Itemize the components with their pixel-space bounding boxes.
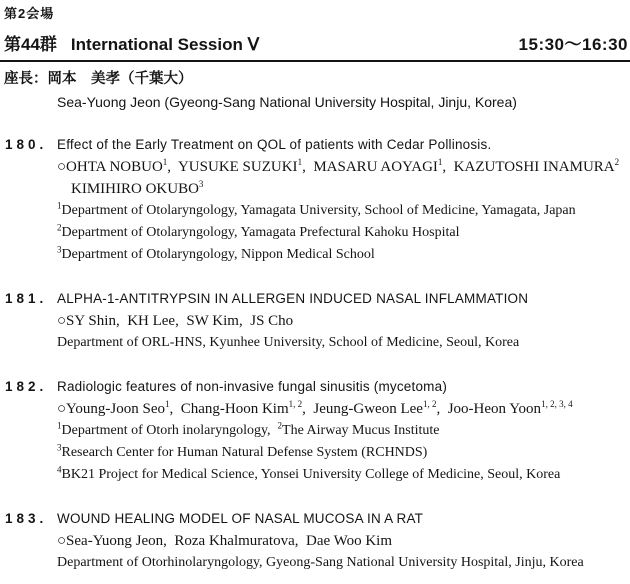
- presentation-item-183: [0, 508, 630, 574]
- presentation-number: 181.: [5, 291, 48, 306]
- affiliation-line: $^4$BK21 Project for Medical Science, Yonsei University College of Medicine, Seoul, Korea: [57, 464, 561, 482]
- presentation-number: 180.: [5, 137, 48, 152]
- presentation-title: ALPHA-1-ANTITRYPSIN IN ALLERGEN INDUCED NASAL INFLAMMATION: [57, 291, 529, 306]
- affiliation-line: $^3$Department of Otolaryngology, Nippon Medical School: [57, 244, 375, 262]
- presentation-number: 183.: [5, 511, 48, 526]
- session-title: International Session Ⅴ: [70, 35, 260, 54]
- session-group-number: 第44群: [4, 35, 57, 54]
- author-line: ○OHTA NOBUO$^1$, YUSUKE SUZUKI$^1$, MASARU AOYAGI$^1$, KAZUTOSHI INAMURA$^2$: [57, 157, 620, 175]
- venue-label: 第2会場: [4, 6, 55, 21]
- affiliation-line: $^2$Department of Otolaryngology, Yamagata Prefectural Kahoku Hospital: [57, 222, 460, 240]
- author-line: ○Young-Joon Seo$^1$, Chang-Hoon Kim$^{1, 2}$, Jeung-Gweon Lee$^{1, 2}$, Joo-Heon Yoon$^{1, 2, 3, 4}$: [57, 399, 573, 417]
- presentation-heading: [5, 288, 630, 310]
- presentation-title: WOUND HEALING MODEL OF NASAL MUCOSA IN A RAT: [57, 511, 424, 526]
- presentation-item-182: [0, 376, 630, 486]
- affiliation-line: $^1$Department of Otolaryngology, Yamagata University, School of Medicine, Yamagata, Japan: [57, 200, 576, 218]
- chairperson-line-en: Sea-Yuong Jeon (Gyeong-Sang National University Hospital, Jinju, Korea): [57, 94, 517, 110]
- presentation-heading: [5, 508, 630, 530]
- author-line: ○Sea-Yuong Jeon, Roza Khalmuratova, Dae Woo Kim: [57, 533, 393, 549]
- presentation-heading: [5, 134, 630, 156]
- session-header: [0, 34, 630, 62]
- chairperson-line-jp: 座長：岡本 美孝（千葉大）: [4, 71, 193, 87]
- affiliation-line: $^3$Research Center for Human Natural Defense System (RCHNDS): [57, 442, 428, 460]
- author-line-continued: KIMIHIRO OKUBO$^3$: [71, 179, 204, 197]
- presentation-item-180: [0, 134, 630, 266]
- author-line: ○SY Shin, KH Lee, SW Kim, JS Cho: [57, 313, 294, 329]
- affiliation-line: Department of Otorhinolaryngology, Gyeong-Sang National University Hospital, Jinju, Korea: [57, 555, 584, 570]
- affiliation-line: Department of ORL-HNS, Kyunhee University, School of Medicine, Seoul, Korea: [57, 335, 520, 350]
- presentation-title: Effect of the Early Treatment on QOL of patients with Cedar Pollinosis.: [57, 137, 492, 152]
- presentation-title: Radiologic features of non-invasive fungal sinusitis (mycetoma): [57, 379, 448, 394]
- affiliation-line: $^1$Department of Otorh inolaryngology, $^2$The Airway Mucus Institute: [57, 420, 440, 438]
- presentation-item-181: [0, 288, 630, 354]
- session-time: 15:30～16:30: [518, 35, 628, 54]
- presentation-number: 182.: [5, 379, 48, 394]
- presentation-heading: [5, 376, 630, 398]
